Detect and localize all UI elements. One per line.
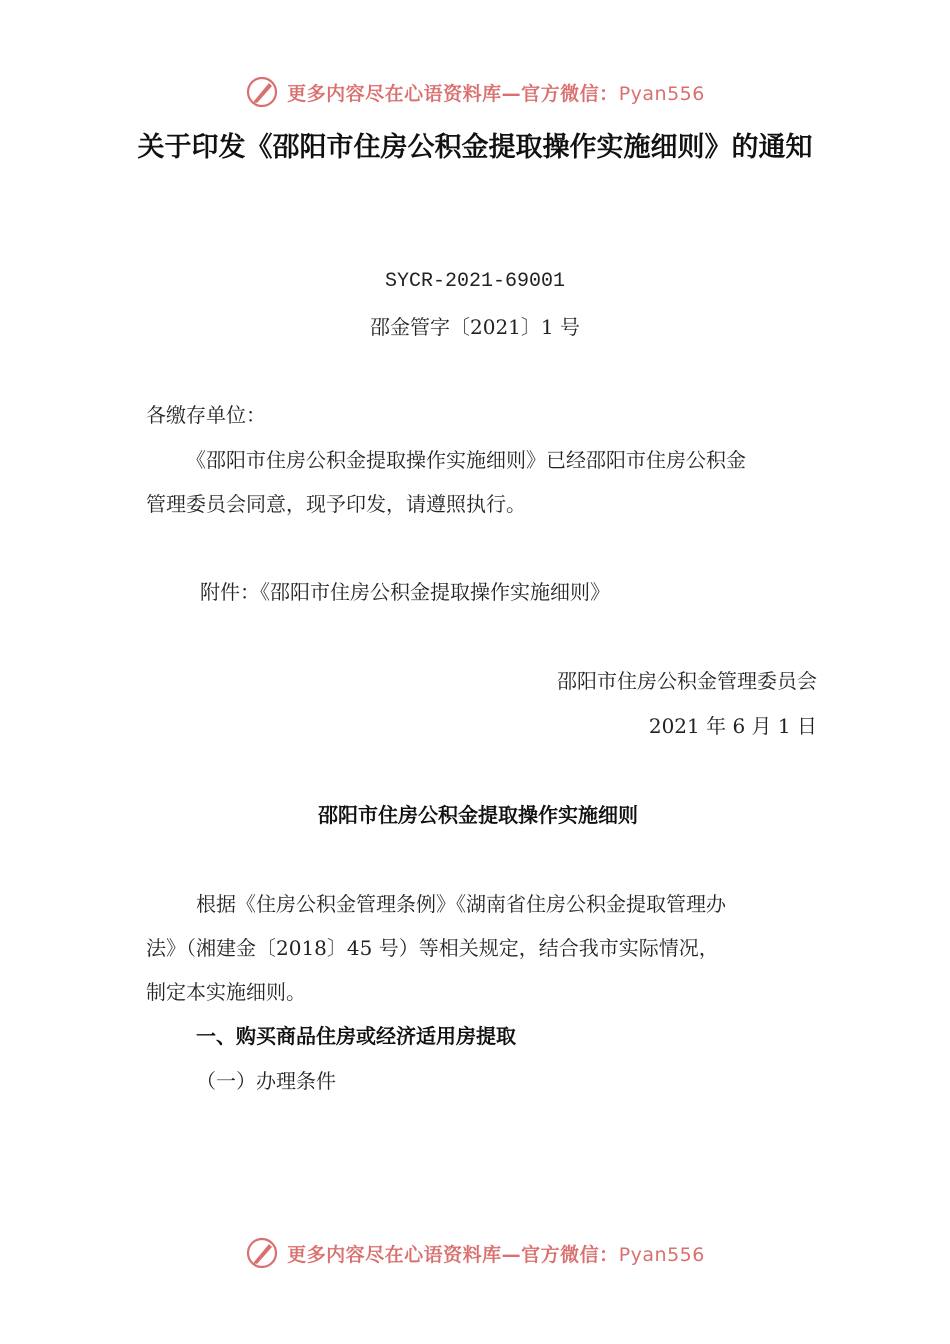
section-1-heading: 一、购买商品住房或经济适用房提取	[196, 1024, 516, 1048]
rules-title: 邵阳市住房公积金提取操作实施细则	[318, 803, 638, 827]
watermark-brand: 更多内容尽在心语资料库—	[287, 82, 522, 105]
rules-intro-line-2: 法》（湘建金〔2018〕45 号）等相关规定，结合我市实际情况，	[146, 936, 719, 960]
watermark-footer	[0, 1233, 950, 1273]
pen-circle-logo-icon	[245, 1236, 279, 1270]
notice-body-line-1: 《邵阳市住房公积金提取操作实施细则》已经邵阳市住房公积金	[186, 448, 746, 472]
watermark-header	[0, 72, 950, 112]
attachment-line: 附件：《邵阳市住房公积金提取操作实施细则》	[200, 580, 610, 604]
rules-intro-line-1: 根据《住房公积金管理条例》《湖南省住房公积金提取管理办	[196, 892, 726, 916]
pen-circle-logo-icon	[245, 75, 279, 109]
watermark-wechat-label: 官方微信：	[521, 1243, 619, 1266]
rules-intro-line-3: 制定本实施细则。	[146, 980, 306, 1004]
watermark-wechat-label: 官方微信：	[521, 82, 619, 105]
watermark-wechat-id: Pyan556	[618, 82, 705, 105]
salutation: 各缴存单位：	[146, 403, 266, 427]
watermark-brand: 更多内容尽在心语资料库—	[287, 1243, 522, 1266]
issue-date: 2021 年 6 月 1 日	[648, 714, 817, 738]
issuer-name: 邵阳市住房公积金管理委员会	[557, 669, 817, 693]
doc-number: 邵金管字〔2021〕1 号	[370, 315, 580, 339]
notice-body-line-2: 管理委员会同意，现予印发，请遵照执行。	[146, 492, 526, 516]
doc-code: SYCR-2021-69001	[384, 270, 566, 293]
watermark-wechat-id: Pyan556	[618, 1243, 705, 1266]
notice-title: 关于印发《邵阳市住房公积金提取操作实施细则》的通知	[137, 132, 813, 163]
subsection-1-heading: （一）办理条件	[196, 1069, 336, 1093]
